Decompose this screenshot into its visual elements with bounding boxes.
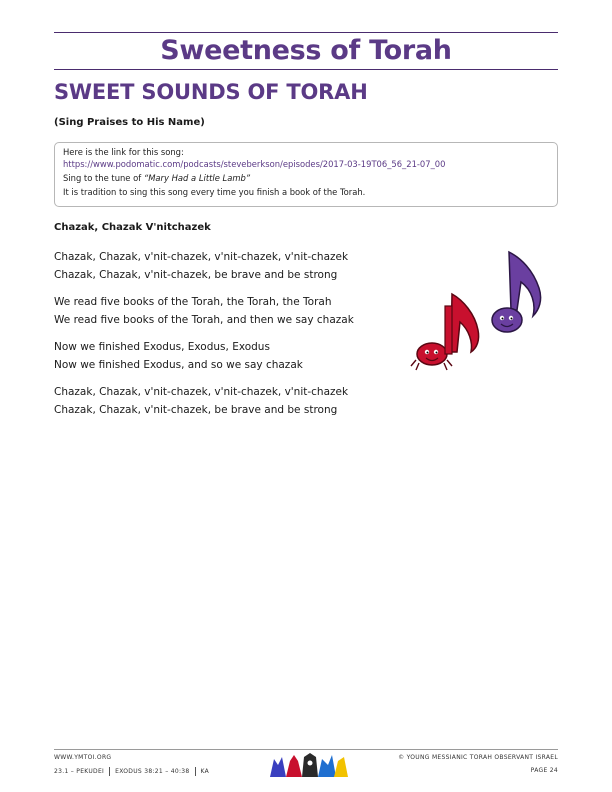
lyric-line: Chazak, Chazak, v'nit-chazek, v'nit-chazek, v'nit-chazek [54,386,349,398]
ymtoi-logo-icon [268,751,350,779]
page-title: Sweetness of Torah [160,35,452,66]
song-info-box [54,142,558,207]
footer-scripture: EXODUS 38:21 – 40:38 [115,768,190,775]
music-notes-illustration [405,244,555,379]
section-heading: SWEET SOUNDS OF TORAH [54,80,368,104]
footer-portion: 23.1 – PEKUDEI [54,768,105,775]
song-lyrics [54,248,414,428]
tune-prefix: Sing to the tune of [63,173,144,183]
footer-code: KA [200,768,210,775]
purple-music-note-icon [492,252,541,332]
tune-line [63,172,549,184]
verse-1 [54,248,414,284]
red-music-note-icon [411,294,479,370]
footer-reference [54,767,209,776]
footer-rule [54,749,558,750]
footer-website: WWW.YMTOI.ORG [54,754,112,761]
lyric-line: Chazak, Chazak, v'nit-chazek, v'nit-chazek, v'nit-chazek [54,251,349,263]
tune-name: “Mary Had a Little Lamb” [143,173,251,183]
footer-page-number: PAGE 24 [530,767,558,774]
lyric-line: Chazak, Chazak, v'nit-chazek, be brave and be strong [54,404,338,416]
lyric-line: Now we finished Exodus, and so we say chazak [54,359,303,371]
title-underline [54,69,558,70]
verse-2 [54,293,414,329]
verse-3 [54,338,414,374]
tradition-note: It is tradition to sing this song every time you finish a book of the Torah. [63,187,366,197]
link-intro: Here is the link for this song: [63,147,184,157]
lyric-line: We read five books of the Torah, the Torah, the Torah [54,296,332,308]
song-link[interactable]: https://www.podomatic.com/podcasts/steveberkson/episodes/2017-03-19T06_56_21-07_00 [63,159,446,169]
lyric-line: Now we finished Exodus, Exodus, Exodus [54,341,270,353]
footer-copyright: © YOUNG MESSIANIC TORAH OBSERVANT ISRAEL [398,754,558,761]
verse-4 [54,383,414,419]
song-title: Chazak, Chazak V'nitchazek [54,222,211,233]
lyric-line: We read five books of the Torah, and then we say chazak [54,314,354,326]
lyric-line: Chazak, Chazak, v'nit-chazek, be brave and be strong [54,269,338,281]
section-subheading: (Sing Praises to His Name) [54,117,205,128]
